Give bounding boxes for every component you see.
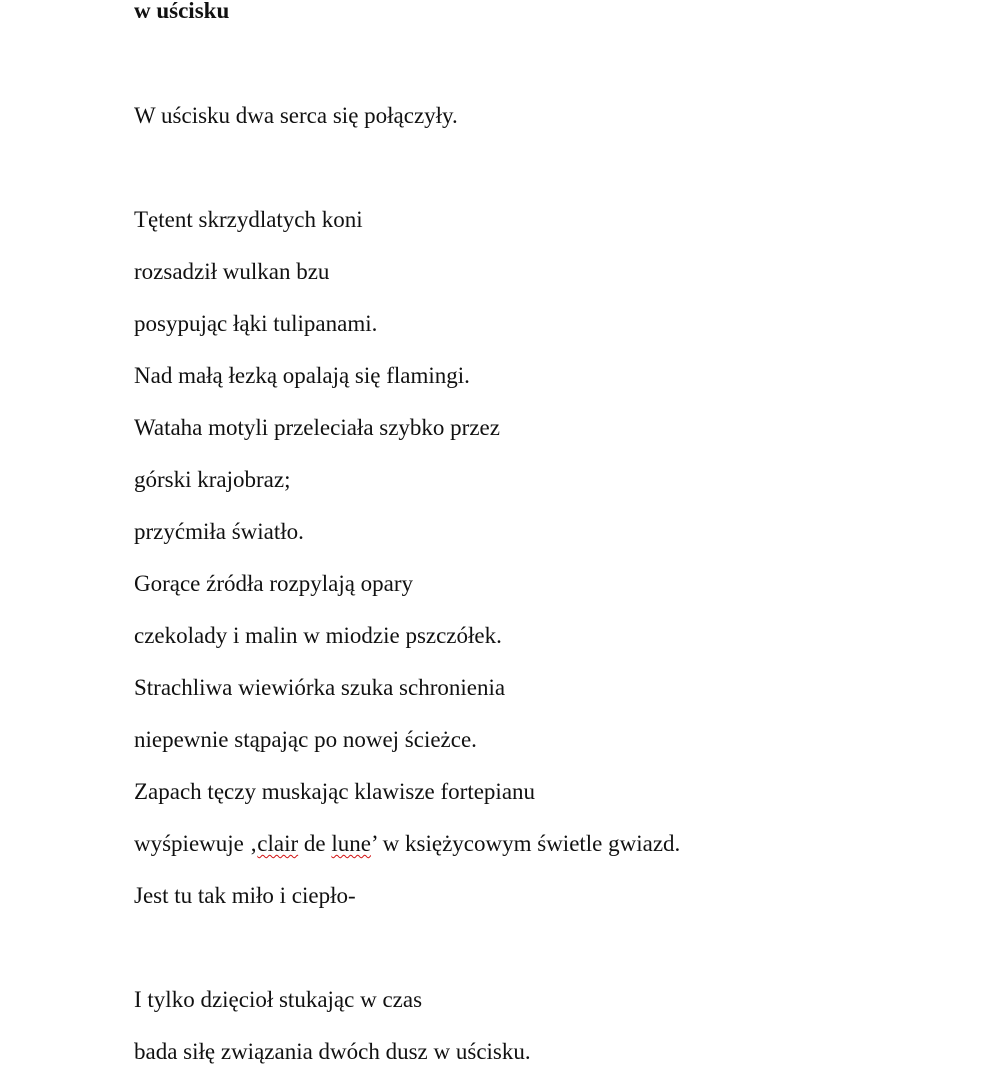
- poem-line-16: I tylko dzięcioł stukając w czas: [134, 987, 423, 1012]
- poem-line-6: Wataha motyli przeleciała szybko przez: [134, 415, 500, 440]
- poem-line-14: [134, 829, 680, 859]
- poem-line-7: górski krajobraz;: [134, 467, 291, 492]
- poem-line-12: niepewnie stąpając po nowej ścieżce.: [134, 727, 477, 752]
- poem-line-3: rozsadził wulkan bzu: [134, 259, 330, 284]
- line-text-after: ’ w księżycowym świetle gwiazd.: [370, 831, 681, 856]
- spellcheck-word-lune: lune: [331, 831, 371, 856]
- poem-line-10: czekolady i malin w miodzie pszczółek.: [134, 623, 502, 648]
- spellcheck-word-clair: clair: [257, 831, 299, 856]
- poem-line-5: Nad małą łezką opalają się flamingi.: [134, 363, 470, 388]
- poem-line-11: Strachliwa wiewiórka szuka schronienia: [134, 675, 506, 700]
- line-text-middle: de: [298, 831, 332, 856]
- poem-title: w uścisku: [134, 0, 230, 23]
- poem-line-8: przyćmiła światło.: [134, 519, 304, 544]
- line-text-before: wyśpiewuje ‚: [134, 831, 258, 856]
- poem-line-15: Jest tu tak miło i ciepło-: [134, 883, 356, 908]
- poem-line-4: posypując łąki tulipanami.: [134, 311, 378, 336]
- poem-line-1: W uścisku dwa serca się połączyły.: [134, 103, 458, 128]
- poem-line-9: Gorące źródła rozpylają opary: [134, 571, 414, 596]
- poem-line-17: bada siłę związania dwóch dusz w uścisku.: [134, 1039, 531, 1064]
- poem-line-2: Tętent skrzydlatych koni: [134, 207, 363, 232]
- poem-line-13: Zapach tęczy muskając klawisze fortepianu: [134, 779, 536, 804]
